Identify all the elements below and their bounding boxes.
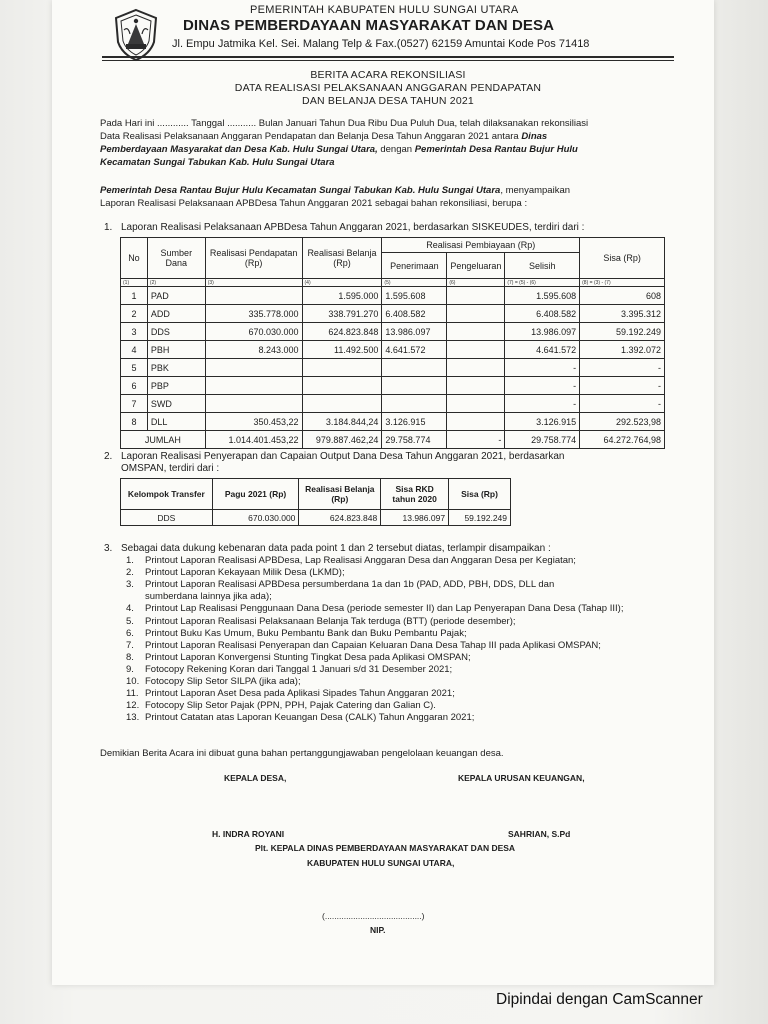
list-item: Printout Laporan Kekayaan Milik Desa (LKMD);: [145, 567, 345, 579]
cell-no: 3: [121, 323, 148, 341]
omspan-belanja: 624.823.848: [299, 510, 381, 526]
cell-pengeluaran: [447, 323, 505, 341]
cell-sisa: 59.192.249: [580, 323, 665, 341]
list-item: Printout Lap Realisasi Penggunaan Dana Desa (periode semester II) dan Lap Penyerapan Dana Desa (Tahap III);: [145, 603, 624, 615]
signature-title-agency-region: KABUPATEN HULU SUNGAI UTARA,: [307, 858, 455, 868]
index-cell: (3): [205, 279, 302, 287]
list-item-number: 12.: [126, 700, 140, 712]
cell-pengeluaran: [447, 359, 505, 377]
doc-title-line1: BERITA ACARA REKONSILIASI: [310, 69, 466, 81]
col-header-no: No: [121, 238, 148, 279]
cell-belanja: 11.492.500: [302, 341, 382, 359]
list-item-number: 9.: [126, 663, 134, 675]
cell-selisih: -: [505, 395, 580, 413]
cell-pengeluaran: [447, 341, 505, 359]
index-cell: (5): [382, 279, 447, 287]
cell-sisa: 1.392.072: [580, 341, 665, 359]
intro-party-a: Dinas: [521, 131, 548, 142]
list-item: Printout Laporan Aset Desa pada Aplikasi Sipades Tahun Anggaran 2021;: [145, 688, 455, 700]
signature-blank-line: (.........................................): [322, 911, 425, 921]
cell-penerimaan: [382, 359, 447, 377]
signature-title-village-head: KEPALA DESA,: [224, 773, 287, 783]
list-item: Printout Laporan Realisasi APBDesa, Lap Realisasi Anggaran Desa dan Anggaran Desa per Kegiatan;: [145, 555, 576, 566]
list-item-number: 13.: [126, 712, 140, 724]
col-header-belanja: Realisasi Belanja (Rp): [302, 238, 382, 279]
cell-belanja: 1.595.000: [302, 287, 382, 305]
cell-penerimaan: 1.595.608: [382, 287, 447, 305]
cell-no: 5: [121, 359, 148, 377]
col-header-sumber: Sumber Dana: [147, 238, 205, 279]
signature-name-village-head: H. INDRA ROYANI: [212, 829, 285, 839]
cell-pendapatan: 335.778.000: [205, 305, 302, 323]
cell-sumber: DLL: [147, 413, 205, 431]
col-header-selisih: Selisih: [505, 253, 580, 279]
cell-sumber: PBK: [147, 359, 205, 377]
column-index-row: [121, 279, 665, 287]
intro-line2: [100, 131, 547, 142]
closing-statement: Demikian Berita Acara ini dibuat guna bahan pertanggungjawaban pengelolaan keuangan desa.: [100, 748, 504, 759]
signature-nip: NIP.: [370, 925, 386, 935]
para2-line2: Laporan Realisasi Pelaksanaan APBDesa Tahun Anggaran 2021 sebagai bahan rekonsiliasi, berupa :: [100, 198, 528, 209]
cell-sisa: 3.395.312: [580, 305, 665, 323]
cell-belanja: 3.184.844,24: [302, 413, 382, 431]
header-agency: DINAS PEMBERDAYAAN MASYARAKAT DAN DESA: [183, 17, 555, 34]
cell-no: 8: [121, 413, 148, 431]
regency-emblem-icon: [112, 8, 160, 62]
cell-selisih: -: [505, 359, 580, 377]
table-row: [121, 323, 665, 341]
index-cell: (2): [147, 279, 205, 287]
index-cell: (7) = (5) - (6): [505, 279, 580, 287]
cell-pendapatan: 350.453,22: [205, 413, 302, 431]
intro-line3: [100, 144, 578, 155]
index-cell: (4): [302, 279, 382, 287]
cell-penerimaan: 3.126.915: [382, 413, 447, 431]
cell-pendapatan: [205, 287, 302, 305]
intro-line1: Pada Hari ini ............ Tanggal ........... Bulan Januari Tahun Dua Ribu Dua Puluh Dua, telah dilaksanakan rekonsiliasi: [100, 118, 589, 129]
cell-selisih: 13.986.097: [505, 323, 580, 341]
col-header-pembiayaan: Realisasi Pembiayaan (Rp): [382, 238, 580, 253]
header-government: PEMERINTAH KABUPATEN HULU SUNGAI UTARA: [250, 4, 519, 16]
cell-sumber: PAD: [147, 287, 205, 305]
intro-line4: Kecamatan Sungai Tabukan Kab. Hulu Sungai Utara: [100, 157, 335, 168]
cell-pendapatan: [205, 359, 302, 377]
header-rule-thick: [102, 56, 674, 58]
omspan-header-belanja: Realisasi Belanja (Rp): [299, 479, 381, 510]
col-header-penerimaan: Penerimaan: [382, 253, 447, 279]
table-row: [121, 305, 665, 323]
header-rule-thin: [102, 60, 674, 61]
cell-penerimaan: [382, 377, 447, 395]
cell-sumber: ADD: [147, 305, 205, 323]
cell-pengeluaran: [447, 413, 505, 431]
cell-no: 4: [121, 341, 148, 359]
list-item-number: 6.: [126, 627, 134, 639]
cell-sisa: 608: [580, 287, 665, 305]
cell-belanja: 338.791.270: [302, 305, 382, 323]
cell-pengeluaran: [447, 305, 505, 323]
cell-penerimaan: [382, 395, 447, 413]
point1-text: Laporan Realisasi Pelaksanaan APBDesa Tahun Anggaran 2021, berdasarkan SISKEUDES, terdiri dari :: [121, 222, 585, 233]
total-selisih: 29.758.774: [505, 431, 580, 449]
signature-title-agency-head: Plt. KEPALA DINAS PEMBERDAYAAN MASYARAKAT DAN DESA: [255, 843, 516, 853]
cell-pendapatan: 8.243.000: [205, 341, 302, 359]
point2-number: 2.: [104, 451, 113, 462]
point2-line2: OMSPAN, terdiri dari :: [121, 463, 220, 474]
cell-pendapatan: 670.030.000: [205, 323, 302, 341]
list-item-number: 5.: [126, 615, 134, 627]
total-sisa: 64.272.764,98: [580, 431, 665, 449]
cell-pengeluaran: [447, 377, 505, 395]
omspan-header-pagu: Pagu 2021 (Rp): [212, 479, 299, 510]
table-row: [121, 413, 665, 431]
cell-no: 7: [121, 395, 148, 413]
list-item: Printout Laporan Realisasi Penyerapan dan Capaian Keluaran Dana Desa Tahap III pada Aplikasi OMSPAN;: [145, 639, 601, 651]
list-item-number: 2.: [126, 567, 134, 579]
cell-sisa: 292.523,98: [580, 413, 665, 431]
total-penerimaan: 29.758.774: [382, 431, 447, 449]
cell-penerimaan: 4.641.572: [382, 341, 447, 359]
header-address: Jl. Empu Jatmika Kel. Sei. Malang Telp & Fax.(0527) 62159 Amuntai Kode Pos 71418: [172, 38, 590, 50]
list-item-number: 8.: [126, 651, 134, 663]
cell-sumber: PBP: [147, 377, 205, 395]
table-row: [121, 510, 511, 526]
intro-connector: dengan: [377, 144, 415, 155]
omspan-header-sisa: Sisa (Rp): [449, 479, 511, 510]
point2-line1: Laporan Realisasi Penyerapan dan Capaian Output Dana Desa Tahun Anggaran 2021, berdasarkan: [121, 451, 565, 462]
para2-verb: , menyampaikan: [500, 185, 571, 196]
index-cell: (1): [121, 279, 148, 287]
cell-sumber: PBH: [147, 341, 205, 359]
cell-belanja: 624.823.848: [302, 323, 382, 341]
list-item-number: 1.: [126, 555, 134, 566]
cell-penerimaan: 6.408.582: [382, 305, 447, 323]
omspan-sisa-rkd: 13.986.097: [381, 510, 449, 526]
table-row: [121, 287, 665, 305]
omspan-kelompok: DDS: [121, 510, 213, 526]
cell-no: 1: [121, 287, 148, 305]
list-item: Printout Catatan atas Laporan Keuangan Desa (CALK) Tahun Anggaran 2021;: [145, 712, 475, 724]
list-item: Printout Laporan Konvergensi Stunting Tingkat Desa pada Aplikasi OMSPAN;: [145, 651, 471, 663]
list-item: Printout Laporan Realisasi APBDesa persumberdana 1a dan 1b (PAD, ADD, PBH, DDS, DLL dan: [145, 579, 555, 591]
para2-village: Pemerintah Desa Rantau Bujur Hulu Kecamatan Sungai Tabukan Kab. Hulu Sungai Utara: [100, 185, 501, 196]
cell-sumber: DDS: [147, 323, 205, 341]
list-item-number: 4.: [126, 603, 134, 615]
total-belanja: 979.887.462,24: [302, 431, 382, 449]
table-row: [121, 341, 665, 359]
cell-penerimaan: 13.986.097: [382, 323, 447, 341]
point3-number: 3.: [104, 543, 113, 554]
omspan-header-sisa-rkd: Sisa RKD tahun 2020: [381, 479, 449, 510]
list-item-number: 11.: [126, 688, 139, 700]
list-item: Printout Laporan Realisasi Pelaksanaan Belanja Tak terduga (BTT) (periode desember);: [145, 615, 516, 627]
intro-party-b: Pemerintah Desa Rantau Bujur Hulu: [414, 144, 578, 155]
cell-no: 2: [121, 305, 148, 323]
total-pendapatan: 1.014.401.453,22: [205, 431, 302, 449]
cell-belanja: [302, 377, 382, 395]
camscanner-watermark: Dipindai dengan CamScanner: [496, 991, 703, 1008]
para2-line1: [100, 185, 570, 196]
col-header-sisa: Sisa (Rp): [580, 238, 665, 279]
list-item: Fotocopy Slip Setor Pajak (PPN, PPH, Pajak Catering dan Galian C).: [145, 700, 436, 712]
table-row: [121, 395, 665, 413]
siskeudes-realization-table: [120, 237, 665, 449]
cell-sisa: -: [580, 359, 665, 377]
cell-pengeluaran: [447, 287, 505, 305]
list-item: Printout Buku Kas Umum, Buku Pembantu Bank dan Buku Pembantu Pajak;: [145, 627, 467, 639]
point1-number: 1.: [104, 222, 113, 233]
doc-title-line2: DATA REALISASI PELAKSANAAN ANGGARAN PENDAPATAN: [234, 82, 542, 94]
table-total-row: [121, 431, 665, 449]
index-cell: (6): [447, 279, 505, 287]
intro-text: Data Realisasi Pelaksanaan Anggaran Pendapatan dan Belanja Desa Tahun Anggaran 2021 antara: [100, 131, 522, 142]
col-header-pendapatan: Realisasi Pendapatan (Rp): [205, 238, 302, 279]
col-header-pengeluaran: Pengeluaran: [447, 253, 505, 279]
table-row: [121, 377, 665, 395]
list-item-number: 10.: [126, 676, 140, 687]
cell-pengeluaran: [447, 395, 505, 413]
point3-intro: Sebagai data dukung kebenaran data pada point 1 dan 2 tersebut diatas, terlampir disampaikan :: [121, 543, 551, 554]
total-pengeluaran: -: [447, 431, 505, 449]
cell-sisa: -: [580, 395, 665, 413]
cell-selisih: 3.126.915: [505, 413, 580, 431]
list-item: sumberdana lainnya jika ada);: [145, 591, 272, 603]
omspan-sisa: 59.192.249: [449, 510, 511, 526]
cell-belanja: [302, 359, 382, 377]
doc-title-line3: DAN BELANJA DESA TAHUN 2021: [302, 95, 474, 107]
list-item-number: 7.: [126, 639, 134, 651]
omspan-table: [120, 478, 511, 526]
list-item-number: 3.: [126, 579, 134, 591]
list-item: Fotocopy Rekening Koran dari Tanggal 1 Januari s/d 31 Desember 2021;: [145, 663, 453, 675]
list-item: Fotocopy Slip Setor SILPA (jika ada);: [145, 676, 301, 687]
cell-pendapatan: [205, 395, 302, 413]
signature-name-finance-head: SAHRIAN, S.Pd: [508, 829, 571, 839]
cell-selisih: 4.641.572: [505, 341, 580, 359]
cell-selisih: -: [505, 377, 580, 395]
cell-pendapatan: [205, 377, 302, 395]
table1-body: [121, 287, 665, 431]
cell-selisih: 1.595.608: [505, 287, 580, 305]
cell-selisih: 6.408.582: [505, 305, 580, 323]
signature-title-finance-head: KEPALA URUSAN KEUANGAN,: [458, 773, 585, 783]
omspan-pagu: 670.030.000: [212, 510, 299, 526]
cell-sumber: SWD: [147, 395, 205, 413]
cell-no: 6: [121, 377, 148, 395]
cell-sisa: -: [580, 377, 665, 395]
table-row: [121, 359, 665, 377]
cell-belanja: [302, 395, 382, 413]
total-label: JUMLAH: [121, 431, 206, 449]
omspan-header-kelompok: Kelompok Transfer: [121, 479, 213, 510]
index-cell: (8) = (3) - (7): [580, 279, 665, 287]
intro-party-a-cont: Pemberdayaan Masyarakat dan Desa Kab. Hulu Sungai Utara,: [100, 144, 378, 155]
